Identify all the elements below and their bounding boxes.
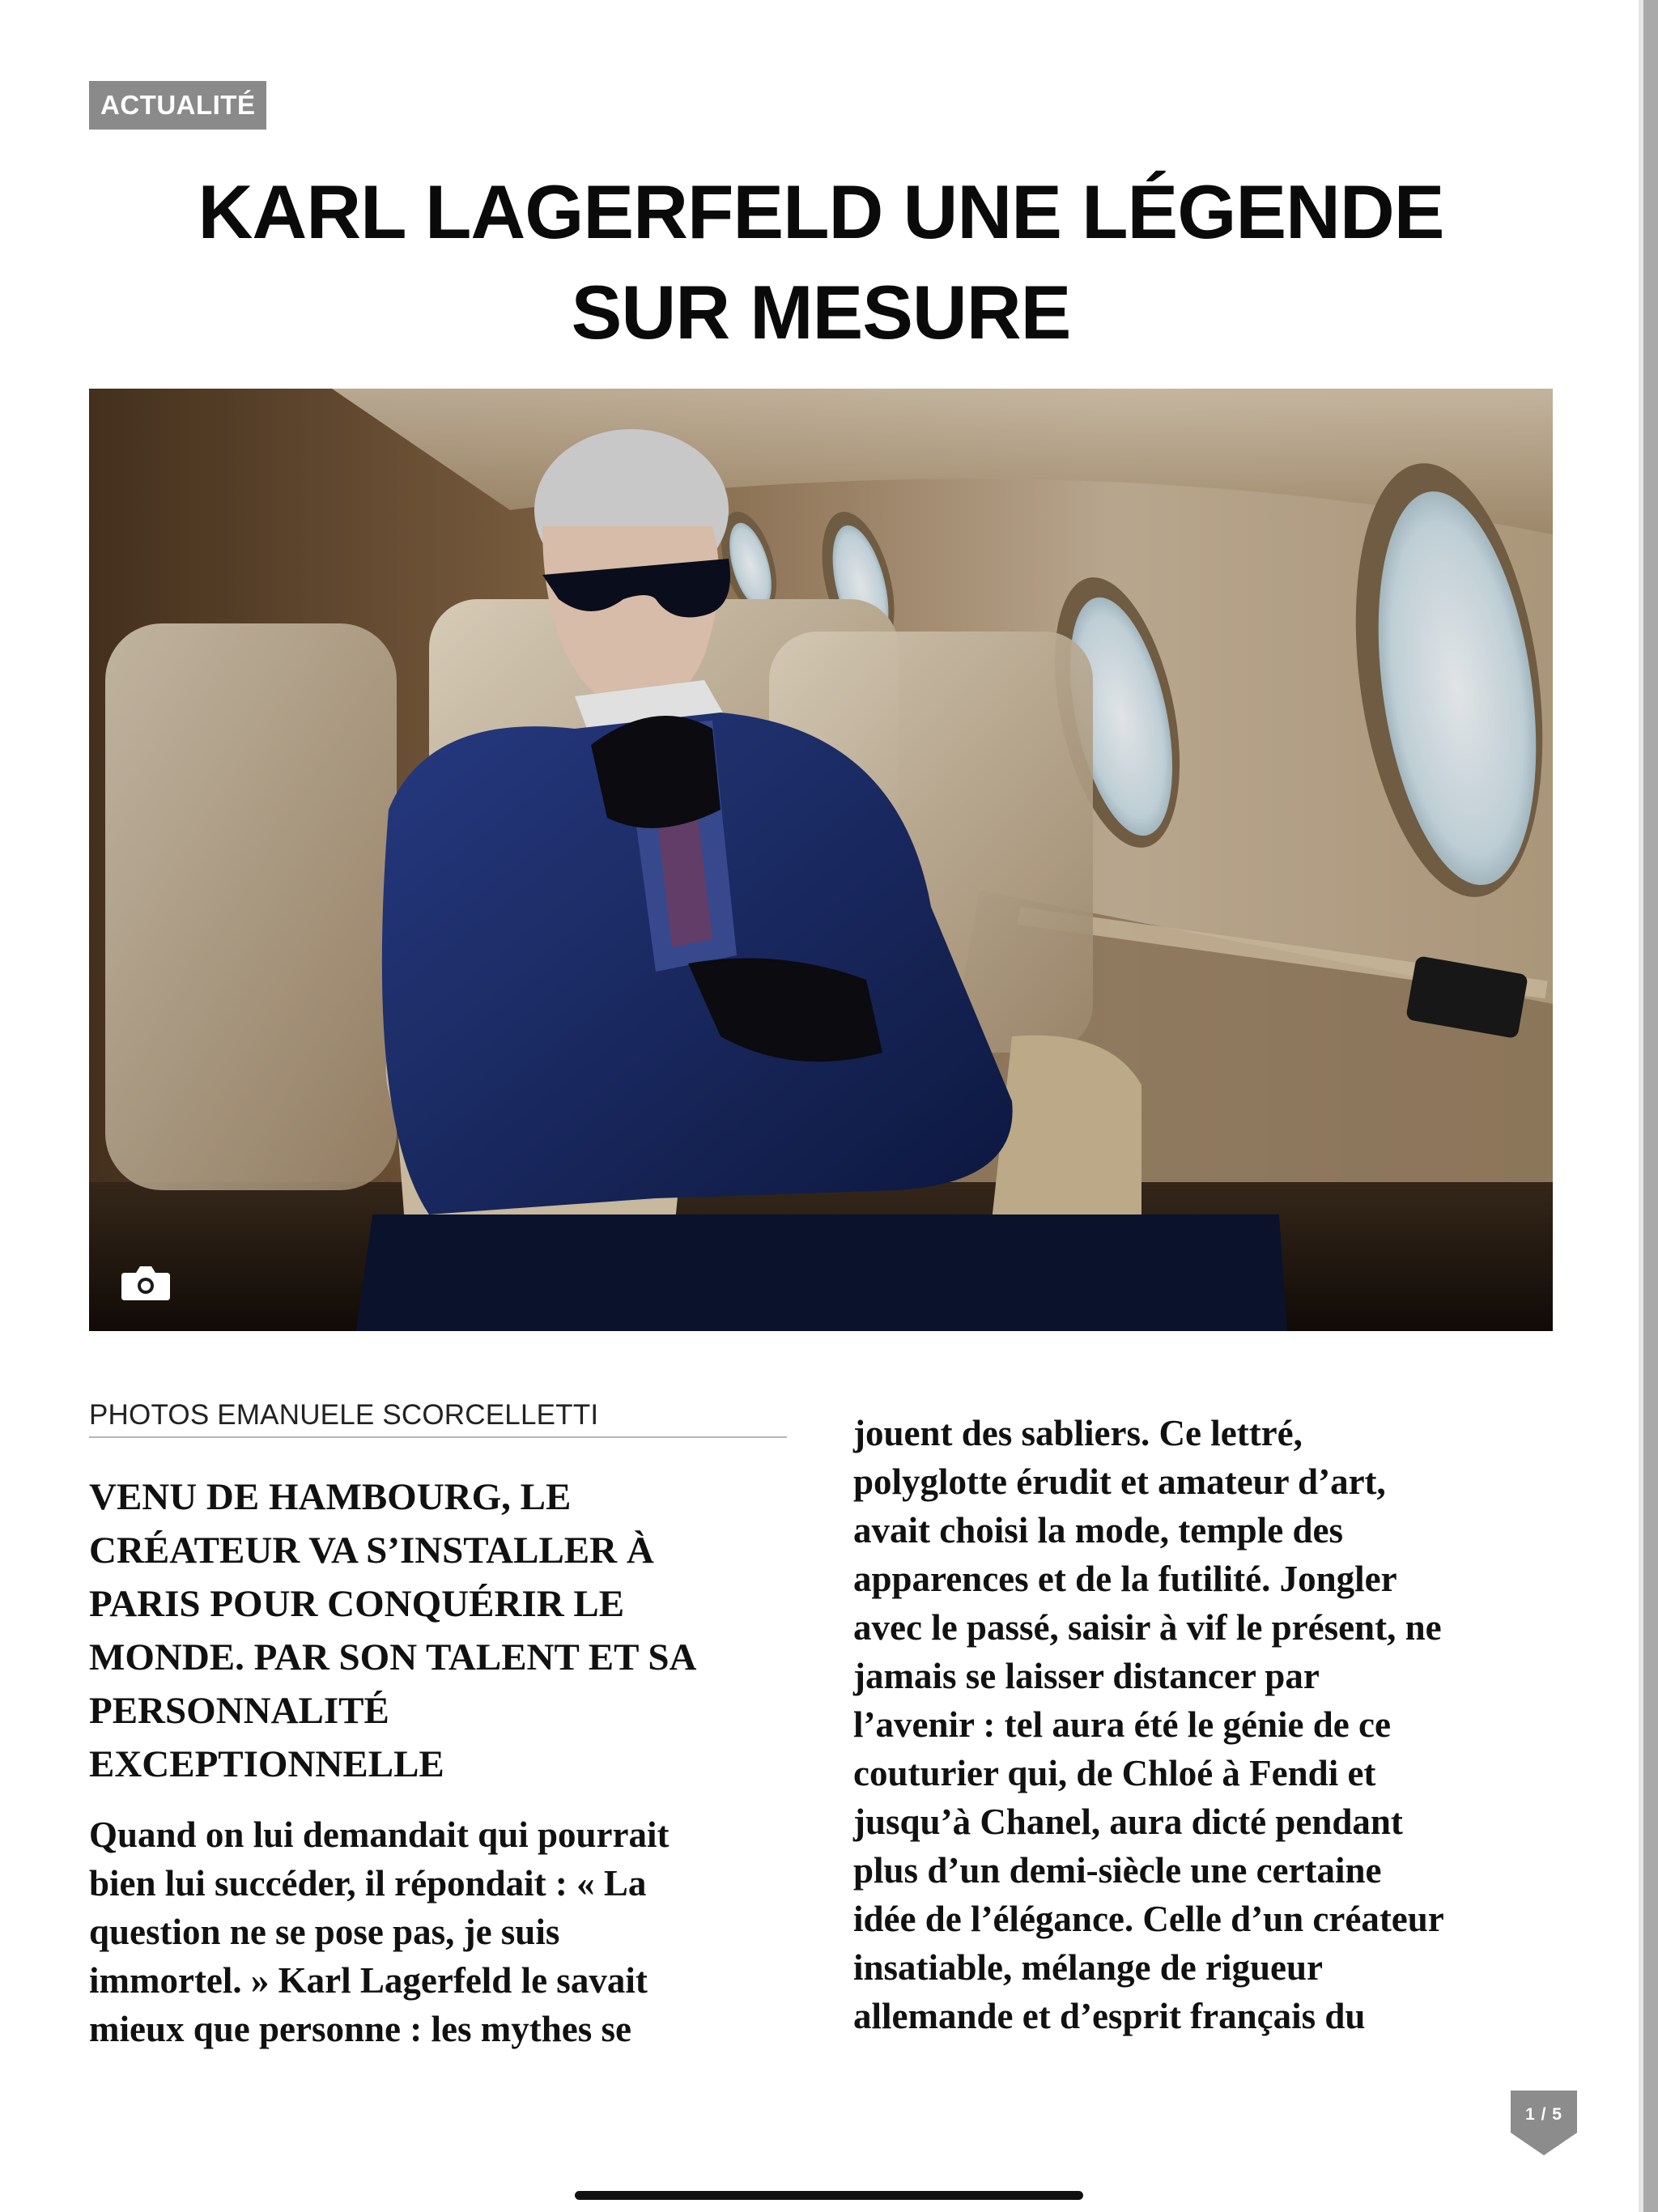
body-line: bien lui succéder, il répondait : « La (89, 1863, 647, 1904)
lede-line: EXCEPTIONNELLE (89, 1743, 444, 1785)
page-edge-bar (1643, 0, 1658, 2212)
headline-line: SUR MESURE (571, 270, 1071, 355)
body-line: mieux que personne : les mythes se (89, 2009, 631, 2049)
body-line: l’avenir : tel aura été le génie de ce (853, 1704, 1391, 1745)
lede-line: PARIS POUR CONQUÉRIR LE (89, 1583, 625, 1625)
body-line: immortel. » Karl Lagerfeld le savait (89, 1960, 648, 2001)
lede-line: PERSONNALITÉ (89, 1690, 389, 1732)
body-line: apparences et de la futilité. Jongler (853, 1559, 1397, 1599)
category-tag[interactable]: ACTUALITÉ (89, 81, 266, 130)
body-column-left (89, 1810, 801, 2053)
article-lede (89, 1470, 801, 1791)
body-line: plus d’un demi-siècle une certaine (853, 1850, 1382, 1891)
body-line: polyglotte érudit et amateur d’art, (853, 1461, 1386, 1502)
lede-line: CRÉATEUR VA S’INSTALLER À (89, 1529, 654, 1572)
body-line: insatiable, mélange de rigueur (853, 1947, 1323, 1988)
home-indicator[interactable] (575, 2191, 1083, 2200)
article-headline (89, 162, 1553, 363)
body-line: Quand on lui demandait qui pourrait (89, 1814, 670, 1855)
photo-illustration (89, 389, 1553, 1331)
hero-photo[interactable] (89, 389, 1553, 1331)
camera-icon[interactable] (120, 1263, 172, 1302)
body-line: allemande et d’esprit français du (853, 1996, 1366, 2036)
body-line: jamais se laisser distancer par (853, 1656, 1320, 1696)
lede-line: VENU DE HAMBOURG, LE (89, 1476, 572, 1518)
lede-line: MONDE. PAR SON TALENT ET SA (89, 1636, 697, 1678)
body-line: avec le passé, saisir à vif le présent, ne (853, 1607, 1442, 1648)
body-line: jouent des sabliers. Ce lettré, (853, 1413, 1303, 1453)
page-indicator-label: 1 / 5 (1525, 2105, 1562, 2124)
body-line: idée de l’élégance. Celle d’un créateur (853, 1899, 1444, 1939)
page-indicator-button[interactable] (1511, 2091, 1577, 2155)
body-line: couturier qui, de Chloé à Fendi et (853, 1753, 1376, 1793)
body-column-right (853, 1409, 1566, 2040)
body-line: jusqu’à Chanel, aura dicté pendant (853, 1802, 1403, 1842)
photo-credit: PHOTOS EMANUELE SCORCELLETTI (89, 1399, 787, 1438)
body-line: avait choisi la mode, temple des (853, 1510, 1343, 1551)
body-line: question ne se pose pas, je suis (89, 1912, 560, 1952)
headline-line: KARL LAGERFELD UNE LÉGENDE (198, 169, 1444, 254)
